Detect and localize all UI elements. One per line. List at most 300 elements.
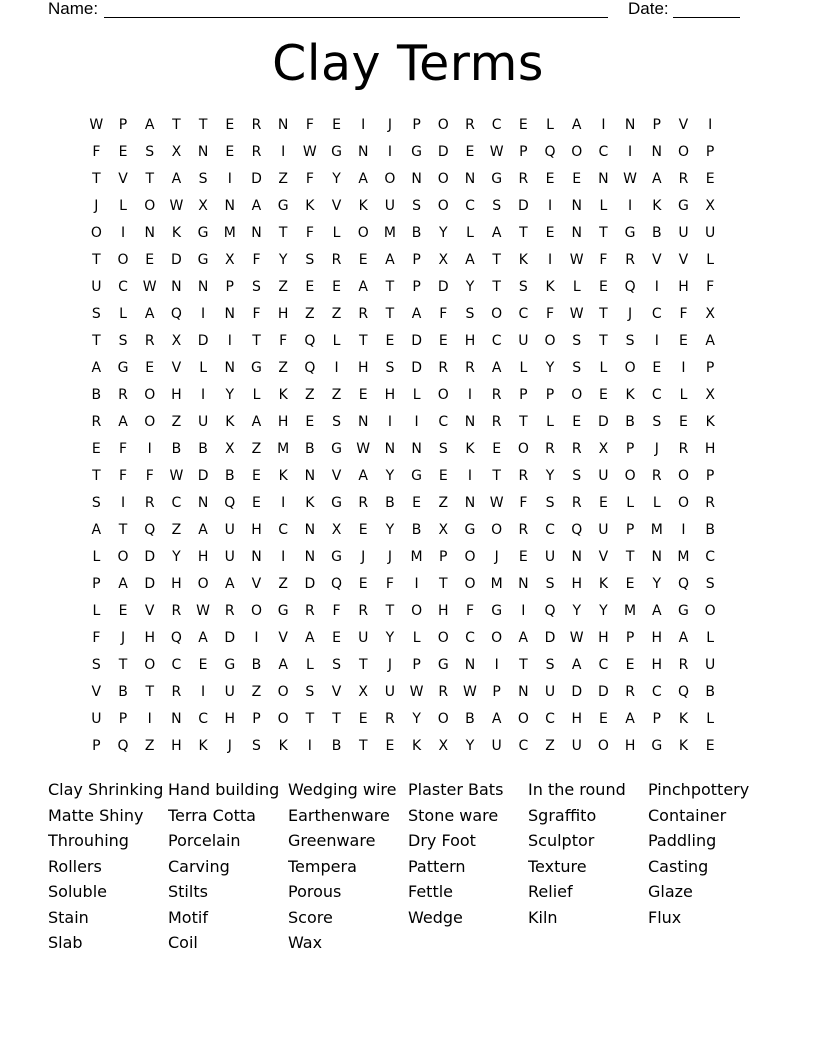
grid-letter: G xyxy=(491,602,503,619)
grid-letter: A xyxy=(91,521,102,538)
grid-letter: S xyxy=(705,575,715,592)
grid-letter: Z xyxy=(278,170,288,187)
grid-letter: F xyxy=(92,143,101,160)
grid-letter: W xyxy=(169,197,184,214)
grid-letter: I xyxy=(147,440,152,457)
grid-letter: K xyxy=(652,197,662,214)
grid-letter: A xyxy=(118,575,128,592)
grid-letter: R xyxy=(625,251,635,268)
word-bank-item: Kiln xyxy=(528,907,558,927)
grid-letter: S xyxy=(572,359,582,376)
date-field[interactable] xyxy=(673,0,740,18)
grid-letter: Y xyxy=(332,170,341,187)
grid-letter: S xyxy=(118,332,128,349)
grid-letter: A xyxy=(198,521,208,538)
grid-letter: E xyxy=(358,386,368,403)
grid-letter: P xyxy=(519,386,528,403)
grid-letter: Y xyxy=(385,521,395,538)
grid-letter: Q xyxy=(677,575,689,592)
grid-letter: Q xyxy=(144,521,156,538)
grid-letter: L xyxy=(706,629,715,646)
date-label: Date: xyxy=(628,0,669,18)
grid-letter: S xyxy=(252,278,261,295)
grid-letter: X xyxy=(171,143,182,160)
grid-letter: C xyxy=(651,386,662,403)
grid-letter: F xyxy=(599,251,608,268)
grid-letter: E xyxy=(145,251,155,268)
grid-letter: Z xyxy=(438,494,449,511)
grid-letter: G xyxy=(678,602,689,619)
grid-letter: D xyxy=(517,197,529,214)
grid-letter: Y xyxy=(572,602,581,619)
grid-letter: E xyxy=(225,143,235,160)
grid-letter: B xyxy=(305,440,315,457)
word-bank-item: Pinchpottery xyxy=(648,780,750,799)
grid-letter: P xyxy=(705,359,715,376)
grid-letter: G xyxy=(331,548,342,565)
grid-letter: H xyxy=(438,602,449,619)
grid-letter: M xyxy=(677,548,690,565)
grid-letter: I xyxy=(681,359,686,376)
grid-letter: E xyxy=(679,413,688,430)
grid-letter: H xyxy=(571,575,582,592)
grid-letter: O xyxy=(571,143,583,160)
word-bank-item: Porcelain xyxy=(168,831,241,850)
grid-letter: P xyxy=(118,710,128,727)
grid-letter: T xyxy=(492,467,501,484)
grid-letter: E xyxy=(358,521,368,538)
grid-letter: G xyxy=(678,197,689,214)
grid-letter: N xyxy=(277,116,289,133)
grid-letter: K xyxy=(278,467,288,484)
grid-letter: E xyxy=(679,332,688,349)
grid-letter: F xyxy=(465,602,474,619)
grid-letter: T xyxy=(92,170,101,187)
grid-letter: N xyxy=(464,170,476,187)
grid-letter: L xyxy=(92,602,101,619)
grid-letter: A xyxy=(91,359,102,376)
grid-letter: H xyxy=(384,386,396,403)
grid-letter: Z xyxy=(251,440,262,457)
grid-letter: W xyxy=(302,143,317,160)
grid-letter: D xyxy=(411,332,422,349)
grid-letter: I xyxy=(414,575,419,592)
grid-letter: R xyxy=(571,494,582,511)
grid-letter: R xyxy=(438,359,449,376)
grid-letter: G xyxy=(251,359,262,376)
grid-letter: E xyxy=(492,440,502,457)
grid-letter: L xyxy=(546,116,554,133)
grid-letter: T xyxy=(118,521,128,538)
grid-letter: K xyxy=(305,494,315,511)
grid-letter: T xyxy=(358,332,368,349)
grid-letter: O xyxy=(704,602,716,619)
grid-letter: C xyxy=(278,521,289,538)
grid-letter: R xyxy=(491,413,502,430)
grid-letter: S xyxy=(545,575,555,592)
grid-letter: L xyxy=(252,386,261,403)
grid-letter: L xyxy=(199,359,207,376)
grid-letter: D xyxy=(304,575,316,592)
grid-letter: H xyxy=(144,629,155,646)
grid-letter: C xyxy=(118,278,128,295)
grid-letter: A xyxy=(571,656,582,673)
grid-letter: T xyxy=(599,224,608,241)
grid-letter: J xyxy=(387,548,392,565)
grid-letter: K xyxy=(171,224,181,241)
grid-letter: G xyxy=(277,197,289,214)
grid-letter: O xyxy=(571,386,583,403)
grid-letter: N xyxy=(197,143,209,160)
grid-letter: R xyxy=(678,170,689,187)
grid-letter: N xyxy=(571,548,582,565)
grid-letter: G xyxy=(117,359,129,376)
grid-letter: P xyxy=(652,710,661,727)
grid-letter: A xyxy=(358,467,368,484)
grid-letter: W xyxy=(569,629,584,646)
grid-letter: S xyxy=(545,494,555,511)
grid-letter: E xyxy=(252,467,261,484)
grid-letter: T xyxy=(492,278,501,295)
grid-letter: N xyxy=(384,440,396,457)
grid-letter: G xyxy=(411,467,423,484)
grid-letter: M xyxy=(277,440,290,457)
grid-letter: V xyxy=(331,197,342,214)
grid-letter: A xyxy=(118,413,128,430)
grid-letter: E xyxy=(598,710,608,727)
grid-letter: V xyxy=(678,251,689,268)
grid-letter: P xyxy=(225,278,234,295)
grid-letter: C xyxy=(491,116,502,133)
grid-letter: Y xyxy=(225,386,235,403)
grid-letter: R xyxy=(251,116,262,133)
grid-letter: B xyxy=(251,656,262,673)
grid-letter: Z xyxy=(278,359,288,376)
grid-letter: P xyxy=(412,278,421,295)
word-bank-item: Hand building xyxy=(168,780,280,799)
word-bank-item: Coil xyxy=(168,933,198,952)
grid-letter: Q xyxy=(331,575,343,592)
grid-letter: V xyxy=(144,602,155,619)
grid-letter: L xyxy=(119,197,127,214)
grid-letter: Y xyxy=(465,737,475,754)
grid-letter: T xyxy=(92,332,101,349)
grid-letter: U xyxy=(197,413,209,430)
grid-letter: P xyxy=(625,521,635,538)
grid-letter: R xyxy=(571,440,582,457)
grid-letter: E xyxy=(252,494,261,511)
grid-letter: F xyxy=(305,224,314,241)
grid-letter: G xyxy=(437,656,449,673)
word-bank-item: Stone ware xyxy=(408,805,499,825)
grid-letter: H xyxy=(171,737,182,754)
grid-letter: G xyxy=(464,521,476,538)
grid-letter: N xyxy=(171,710,182,727)
grid-letter: S xyxy=(91,656,101,673)
word-bank-item: Rollers xyxy=(48,856,102,876)
grid-letter: A xyxy=(385,251,395,268)
grid-letter: K xyxy=(678,710,689,727)
word-bank-item: Soluble xyxy=(48,882,107,901)
grid-letter: Q xyxy=(677,683,689,700)
grid-letter: O xyxy=(144,413,156,430)
grid-letter: U xyxy=(91,710,102,727)
grid-letter: J xyxy=(361,548,366,565)
grid-letter: X xyxy=(438,737,449,754)
grid-letter: A xyxy=(571,116,582,133)
grid-letter: Y xyxy=(465,278,475,295)
grid-letter: R xyxy=(144,494,155,511)
name-field[interactable] xyxy=(104,0,608,18)
grid-letter: O xyxy=(277,710,289,727)
grid-letter: X xyxy=(331,521,342,538)
grid-letter: E xyxy=(518,548,528,565)
grid-letter: E xyxy=(305,278,315,295)
grid-letter: Z xyxy=(545,737,555,754)
grid-letter: O xyxy=(677,494,689,511)
grid-letter: W xyxy=(356,440,371,457)
grid-letter: S xyxy=(438,440,448,457)
grid-letter: W xyxy=(169,467,184,484)
grid-letter: I xyxy=(227,170,232,187)
grid-letter: Q xyxy=(304,332,316,349)
grid-letter: E xyxy=(225,116,235,133)
grid-letter: H xyxy=(624,737,636,754)
grid-letter: V xyxy=(651,251,662,268)
grid-letter: S xyxy=(332,413,341,430)
grid-letter: Y xyxy=(385,467,395,484)
grid-letter: Q xyxy=(117,737,129,754)
grid-letter: U xyxy=(705,224,716,241)
grid-letter: E xyxy=(118,602,128,619)
grid-letter: Z xyxy=(331,386,342,403)
grid-letter: V xyxy=(331,683,342,700)
grid-letter: B xyxy=(118,683,128,700)
grid-letter: W xyxy=(489,494,504,511)
grid-letter: U xyxy=(224,548,235,565)
grid-letter: R xyxy=(545,440,555,457)
grid-letter: S xyxy=(305,683,315,700)
grid-letter: G xyxy=(491,170,503,187)
grid-letter: A xyxy=(198,629,208,646)
grid-letter: I xyxy=(547,251,553,268)
grid-letter: C xyxy=(545,710,555,727)
grid-letter: I xyxy=(254,629,259,646)
grid-letter: I xyxy=(227,332,232,349)
grid-letter: C xyxy=(651,305,662,322)
word-bank-item: Sculptor xyxy=(528,831,595,850)
grid-letter: T xyxy=(385,305,395,322)
grid-letter: S xyxy=(572,467,582,484)
grid-letter: E xyxy=(625,575,635,592)
grid-letter: D xyxy=(144,575,156,592)
grid-letter: W xyxy=(89,116,104,133)
grid-letter: U xyxy=(598,521,609,538)
word-bank-item: Carving xyxy=(168,856,230,876)
grid-letter: G xyxy=(331,143,342,160)
grid-letter: F xyxy=(519,494,528,511)
grid-letter: C xyxy=(545,521,555,538)
word-bank-item: Score xyxy=(288,907,333,927)
grid-letter: A xyxy=(651,602,662,619)
grid-letter: F xyxy=(119,467,128,484)
grid-letter: D xyxy=(224,629,236,646)
grid-letter: K xyxy=(518,251,528,268)
grid-letter: G xyxy=(331,494,342,511)
grid-letter: A xyxy=(491,359,502,376)
grid-letter: P xyxy=(92,575,101,592)
grid-letter: H xyxy=(277,305,289,322)
grid-letter: P xyxy=(492,683,501,700)
grid-letter: I xyxy=(334,359,339,376)
grid-letter: I xyxy=(387,143,392,160)
grid-letter: S xyxy=(492,197,502,214)
grid-letter: Y xyxy=(599,602,608,619)
grid-letter: A xyxy=(705,332,715,349)
grid-letter: L xyxy=(679,386,688,403)
grid-letter: A xyxy=(678,629,689,646)
grid-letter: O xyxy=(277,683,289,700)
word-bank-item: Earthenware xyxy=(288,805,390,825)
word-bank-item: Sgraffito xyxy=(528,805,597,825)
grid-letter: L xyxy=(706,251,715,268)
grid-letter: S xyxy=(572,332,582,349)
grid-letter: N xyxy=(171,278,182,295)
grid-letter: G xyxy=(651,737,663,754)
grid-letter: N xyxy=(224,197,236,214)
grid-letter: H xyxy=(277,413,289,430)
grid-letter: E xyxy=(625,656,635,673)
grid-letter: R xyxy=(465,359,475,376)
grid-letter: I xyxy=(628,143,633,160)
grid-letter: A xyxy=(491,224,502,241)
grid-letter: E xyxy=(705,170,715,187)
grid-letter: E xyxy=(572,413,582,430)
grid-letter: C xyxy=(171,494,182,511)
grid-letter: D xyxy=(144,548,156,565)
grid-letter: P xyxy=(652,116,661,133)
grid-letter: J xyxy=(227,737,232,754)
grid-letter: M xyxy=(383,224,396,241)
grid-letter: U xyxy=(358,629,369,646)
grid-letter: T xyxy=(358,737,368,754)
grid-letter: B xyxy=(705,521,715,538)
word-bank-item: Paddling xyxy=(648,831,717,850)
grid-letter: L xyxy=(466,224,474,241)
grid-letter: U xyxy=(518,332,529,349)
grid-letter: T xyxy=(358,656,368,673)
grid-letter: G xyxy=(331,440,342,457)
grid-letter: T xyxy=(519,656,528,673)
grid-letter: I xyxy=(201,386,206,403)
grid-letter: O xyxy=(144,386,156,403)
grid-letter: V xyxy=(678,116,689,133)
grid-letter: O xyxy=(464,575,476,592)
grid-letter: T xyxy=(492,251,501,268)
grid-letter: A xyxy=(144,305,155,322)
grid-letter: I xyxy=(201,305,206,322)
grid-letter: O xyxy=(437,116,449,133)
grid-letter: R xyxy=(224,602,235,619)
grid-letter: O xyxy=(491,629,503,646)
grid-letter: K xyxy=(625,386,635,403)
grid-letter: D xyxy=(411,359,422,376)
grid-letter: B xyxy=(411,521,422,538)
grid-letter: E xyxy=(332,278,341,295)
grid-letter: V xyxy=(251,575,262,592)
grid-letter: R xyxy=(91,413,102,430)
grid-letter: P xyxy=(519,143,528,160)
header-row xyxy=(48,0,748,22)
grid-letter: H xyxy=(464,332,476,349)
grid-letter: O xyxy=(624,467,636,484)
grid-letter: P xyxy=(705,143,715,160)
word-bank-item: Fettle xyxy=(408,882,454,901)
grid-letter: R xyxy=(118,386,128,403)
grid-letter: W xyxy=(489,143,504,160)
grid-letter: U xyxy=(491,737,502,754)
grid-letter: R xyxy=(251,143,262,160)
grid-letter: K xyxy=(198,737,208,754)
grid-letter: X xyxy=(358,683,369,700)
grid-letter: Q xyxy=(544,143,556,160)
grid-letter: S xyxy=(145,143,155,160)
grid-letter: I xyxy=(494,656,499,673)
grid-letter: A xyxy=(358,278,368,295)
grid-letter: S xyxy=(412,197,422,214)
grid-letter: C xyxy=(465,629,475,646)
grid-letter: R xyxy=(651,467,662,484)
grid-letter: B xyxy=(224,467,235,484)
grid-letter: I xyxy=(281,143,286,160)
grid-letter: K xyxy=(358,197,368,214)
word-bank-item: Wax xyxy=(288,933,323,952)
grid-letter: F xyxy=(279,332,288,349)
grid-letter: L xyxy=(706,710,715,727)
grid-letter: O xyxy=(597,737,609,754)
grid-letter: I xyxy=(681,521,686,538)
grid-letter: C xyxy=(438,413,449,430)
grid-letter: D xyxy=(598,413,609,430)
grid-letter: T xyxy=(332,710,341,727)
grid-letter: Q xyxy=(624,278,636,295)
grid-letter: R xyxy=(678,440,689,457)
grid-letter: V xyxy=(331,467,342,484)
grid-letter: S xyxy=(198,170,208,187)
grid-letter: Q xyxy=(224,494,236,511)
grid-letter: N xyxy=(411,440,422,457)
grid-letter: E xyxy=(332,116,341,133)
grid-letter: E xyxy=(545,170,555,187)
grid-letter: K xyxy=(545,278,555,295)
word-bank-item: Terra Cotta xyxy=(168,805,256,825)
grid-letter: G xyxy=(411,143,423,160)
grid-letter: D xyxy=(197,467,209,484)
grid-letter: X xyxy=(198,197,208,214)
grid-letter: H xyxy=(357,359,369,376)
grid-letter: O xyxy=(357,224,369,241)
grid-letter: O xyxy=(384,170,396,187)
grid-letter: H xyxy=(251,521,262,538)
letter-grid xyxy=(83,111,724,759)
grid-letter: E xyxy=(705,737,715,754)
grid-letter: F xyxy=(546,305,555,322)
grid-letter: T xyxy=(519,413,528,430)
grid-letter: T xyxy=(439,575,448,592)
grid-letter: A xyxy=(305,629,315,646)
grid-letter: A xyxy=(411,305,422,322)
grid-letter: P xyxy=(625,440,635,457)
